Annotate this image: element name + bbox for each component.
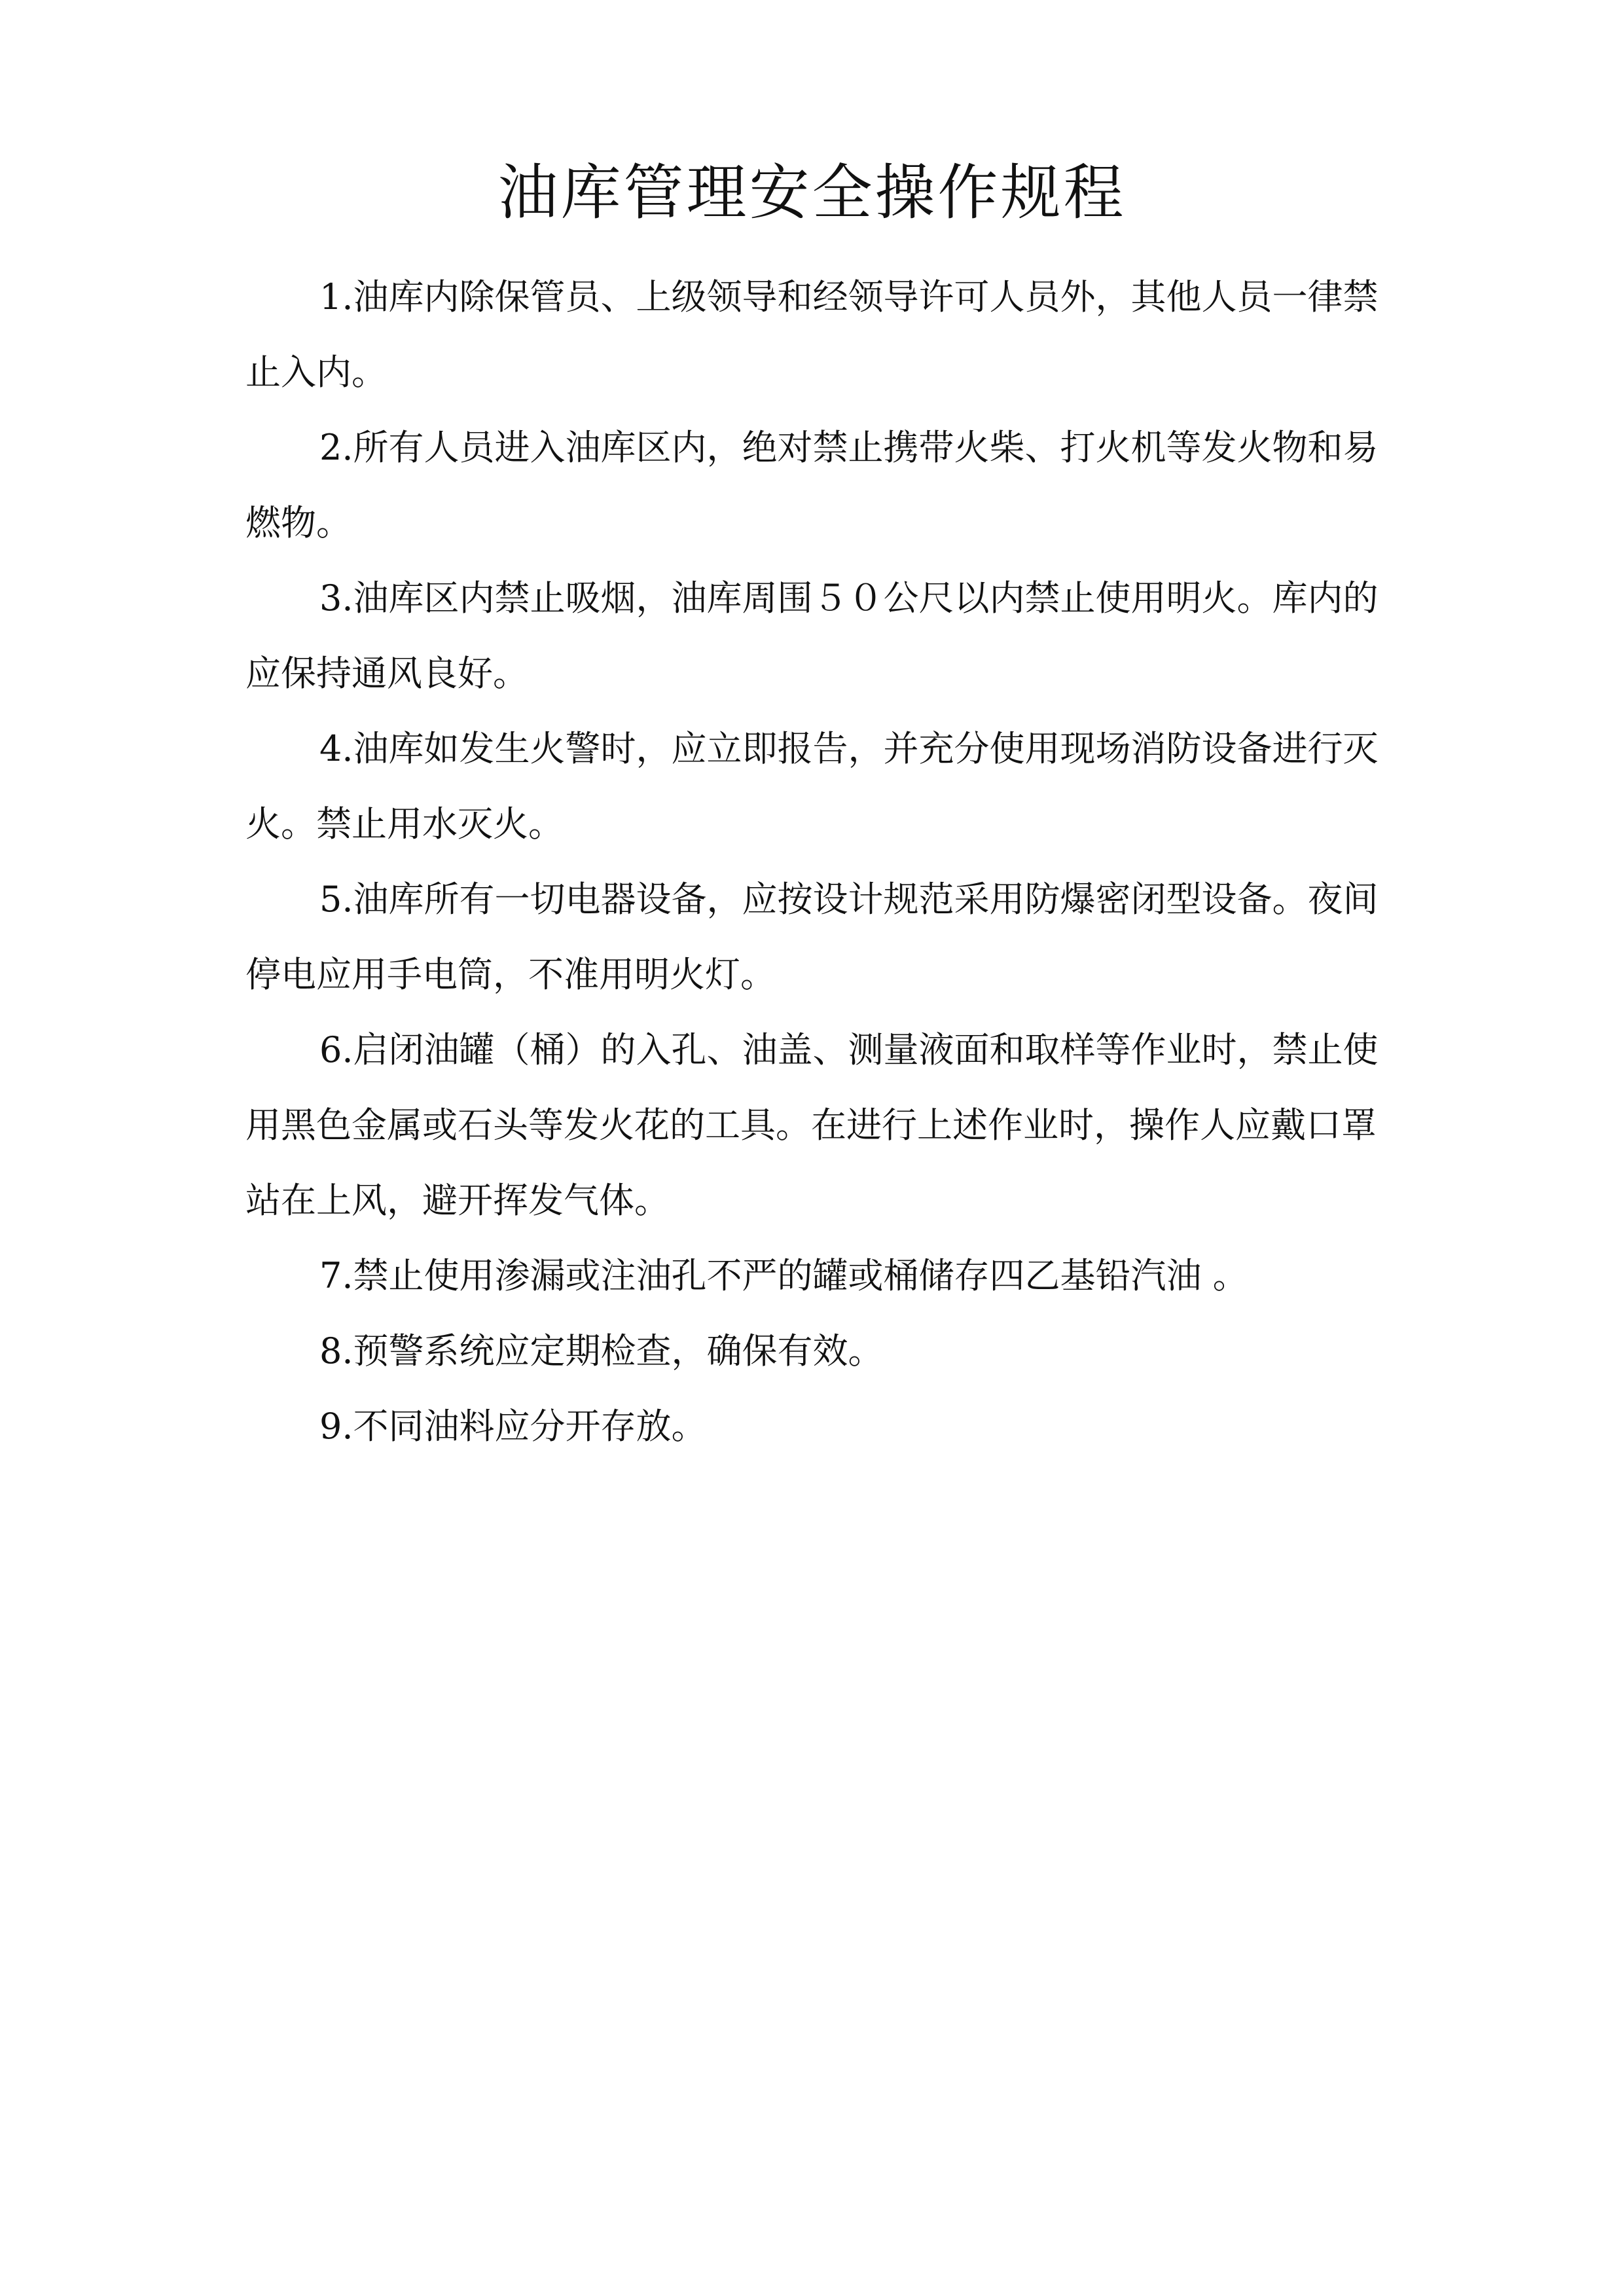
rule-item-7: 7.禁止使用渗漏或注油孔不严的罐或桶储存四乙基铅汽油 。 bbox=[319, 1255, 1248, 1296]
rules-list bbox=[245, 259, 1404, 1464]
rule-item-3: 3.油库区内禁止吸烟，油库周围５０公尺以内禁止使用明火。库内的应保持通风良好。 bbox=[245, 577, 1379, 694]
rule-item-6: 6.启闭油罐（桶）的入孔、油盖、测量液面和取样等作业时，禁止使用黑色金属或石头等发火花的工具。在进行上述作业时，操作人应戴口罩站在上风，避开挥发气体。 bbox=[245, 1029, 1379, 1221]
rule-item-5: 5.油库所有一切电器设备，应按设计规范采用防爆密闭型设备。夜间停电应用手电筒，不准用明火灯。 bbox=[245, 879, 1379, 995]
rule-item-1: 1.油库内除保管员、上级领导和经领导许可人员外，其他人员一律禁止入内。 bbox=[245, 276, 1379, 393]
document-title: 油库管理安全操作规程 bbox=[497, 158, 1127, 228]
rule-item-2: 2.所有人员进入油库区内，绝对禁止携带火柴、打火机等发火物和易燃物。 bbox=[245, 427, 1379, 543]
rule-item-9: 9.不同油料应分开存放。 bbox=[319, 1406, 707, 1447]
rule-item-4: 4.油库如发生火警时，应立即报告，并充分使用现场消防设备进行灭火。禁止用水灭火。 bbox=[245, 728, 1379, 845]
rule-item-8: 8.预警系统应定期检查，确保有效。 bbox=[319, 1330, 884, 1372]
